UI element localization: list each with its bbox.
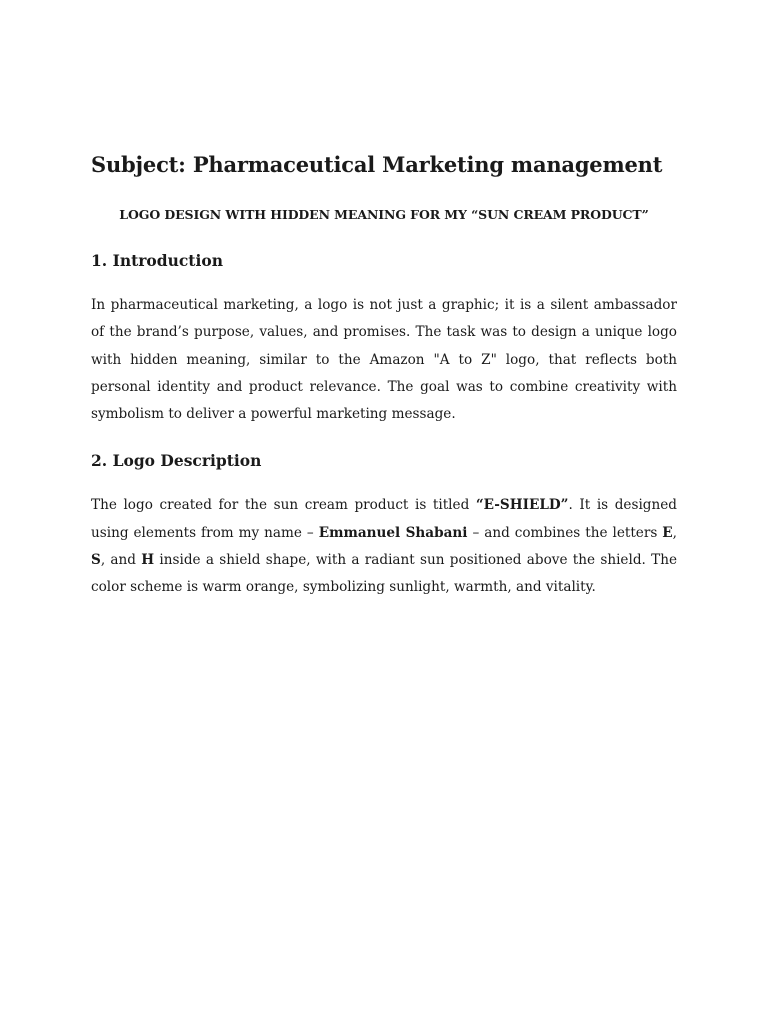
author-name: Emmanuel Shabani bbox=[318, 524, 468, 541]
paragraph-text: – and combines the letters bbox=[467, 524, 663, 541]
section-heading-introduction: 1. Introduction bbox=[91, 251, 223, 270]
letter-s: S bbox=[91, 552, 101, 569]
paragraph-text: . It is designed using elements from my name – bbox=[91, 497, 677, 541]
letter-e: E bbox=[662, 524, 673, 541]
logo-description-paragraph bbox=[91, 492, 677, 601]
introduction-paragraph: In pharmaceutical marketing, a logo is not just a graphic; it is a silent ambassador of the brand’s purpose, values, and promises. The task was to design a unique logo with hidden meaning, similar to the Amazon "A to Z" logo, that reflects both personal identity and product relevance. The goal was to combine creativity with symbolism to deliver a powerful marketing message. bbox=[91, 297, 677, 423]
document-page bbox=[91, 150, 677, 602]
logo-name: “E-SHIELD” bbox=[475, 497, 569, 514]
paragraph-text: inside a shield shape, with a radiant sun positioned above the shield. The color scheme is warm orange, symbolizing sunlight, warmth, and vitality. bbox=[91, 552, 677, 596]
paragraph-text: The logo created for the sun cream product is titled bbox=[91, 497, 476, 514]
separator: , bbox=[672, 524, 677, 541]
letter-h: H bbox=[141, 552, 155, 569]
section-heading-logo-description: 2. Logo Description bbox=[91, 451, 262, 471]
document-title: LOGO DESIGN WITH HIDDEN MEANING FOR MY “SUN CREAM PRODUCT” bbox=[119, 207, 649, 222]
separator: , and bbox=[100, 552, 142, 569]
subject-heading: Subject: Pharmaceutical Marketing management bbox=[91, 152, 663, 177]
